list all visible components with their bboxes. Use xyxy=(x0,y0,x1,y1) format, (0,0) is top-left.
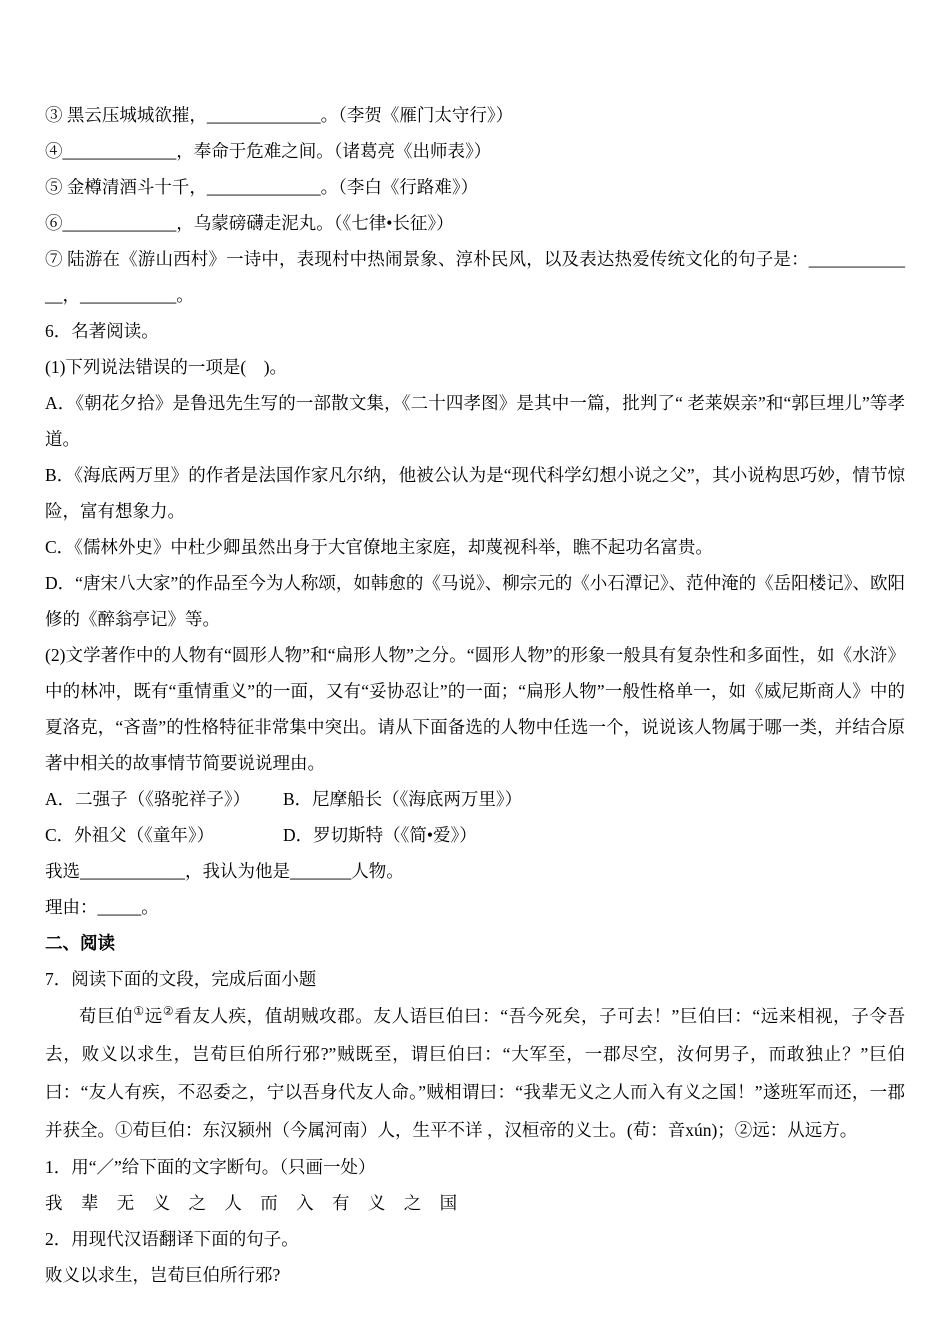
q6-part2-stem: (2)文学著作中的人物有“圆形人物”和“扁形人物”之分。“圆形人物”的形象一般具有复杂性和多面性，如《水浒》中的林冲，既有“重情重义”的一面，又有“妥协忍让”的一面；“扁形人物”一般性格单一，如《威尼斯商人》中的夏洛克，“吝啬”的性格特征非常集中突出。请从下面备选的人物中任选一个，说说该人物属于哪一类，并结合原著中相关的故事情节简要说说理由。 xyxy=(45,645,905,773)
fill-blank-item-5: ⑤ 金樽清酒斗十千，_____________。（李白《行路难》） xyxy=(45,177,479,197)
passage-text: 远 xyxy=(144,1006,163,1026)
passage-text: 看友人疾，值胡贼攻郡。友人语巨伯曰：“吾今死矣，子可去！”巨伯曰：“远来相视，子令吾去，败义以求生，岂荀巨伯所行邪?”贼既至，谓巨伯曰：“大军至，一郡尽空，汝何男子，而敢独止？”巨伯曰：“友人有疾，不忍委之，宁以吾身代友人命。”贼相谓曰：“我辈无义之人而入有义之国！”遂班军而还，一郡并获全。①荀巨伯：东汉颍州（今属河南）人，生平不详 ，汉桓帝的义士。(荀：音xún)；②远：从远方。 xyxy=(45,1006,906,1140)
fill-blank-item-7: ⑦ 陆游在《游山西村》一诗中，表现村中热闹景象、淳朴民风，以及表达热爱传统文化的句子是：_____________，___________。 xyxy=(45,249,905,305)
q6-part2-reason-line: 理由：_____。 xyxy=(45,897,159,917)
q6-part2-choice-b: B．尼摩船长（《海底两万里》） xyxy=(283,789,523,809)
fill-blank-item-4: ④_____________，奉命于危难之间。（诸葛亮《出师表》） xyxy=(45,141,492,161)
q6-part1-option-c: C．《儒林外史》中杜少卿虽然出身于大官僚地主家庭，却蔑视科举，瞧不起功名富贵。 xyxy=(45,537,713,557)
section-2-heading: 二、阅读 xyxy=(45,933,115,953)
q6-part2-choice-row-1 xyxy=(45,781,905,817)
q6-part2-answer-line: 我选____________，我认为他是_______人物。 xyxy=(45,861,404,881)
q7-sub-question-1: 1．用“／”给下面的文字断句。（只画一处） xyxy=(45,1157,376,1177)
q6-part2-choice-a: A．二强子（《骆驼祥子》） xyxy=(45,789,251,809)
question-6-title: 6．名著阅读。 xyxy=(45,321,159,341)
footnote-marker-2: ② xyxy=(162,1004,175,1019)
q7-classical-passage xyxy=(45,997,905,1149)
q6-part1-option-d: D．“唐宋八大家”的作品至今为人称颂，如韩愈的《马说》、柳宗元的《小石潭记》、范仲淹的《岳阳楼记》、欧阳修的《醉翁亭记》等。 xyxy=(45,573,905,629)
q6-part2-choice-c: C．外祖父（《童年》） xyxy=(45,825,215,845)
question-7-stem: 7．阅读下面的文段，完成后面小题 xyxy=(45,969,317,989)
q6-part1-option-b: B．《海底两万里》的作者是法国作家凡尔纳，他被公认为是“现代科学幻想小说之父”，其小说构思巧妙，情节惊险，富有想象力。 xyxy=(45,465,905,521)
q6-part2-choice-d: D．罗切斯特（《简•爱》） xyxy=(283,825,477,845)
q7-translation-sentence: 败义以求生，岂荀巨伯所行邪? xyxy=(45,1265,281,1285)
q7-sub-question-2: 2．用现代汉语翻译下面的句子。 xyxy=(45,1229,299,1249)
footnote-marker-1: ① xyxy=(133,1004,145,1019)
q7-segmentation-text: 我 辈 无 义 之 人 而 入 有 义 之 国 xyxy=(45,1193,465,1213)
q6-part2-choice-row-2 xyxy=(45,817,905,853)
q6-part1-stem: (1)下列说法错误的一项是( )。 xyxy=(45,357,288,377)
fill-blank-item-3: ③ 黑云压城城欲摧，_____________。（李贺《雁门太守行》） xyxy=(45,105,514,125)
q6-part1-option-a: A．《朝花夕拾》是鲁迅先生写的一部散文集，《二十四孝图》是其中一篇，批判了“ 老莱娱亲”和“郭巨埋儿”等孝道。 xyxy=(45,393,905,449)
fill-blank-item-6: ⑥_____________，乌蒙磅礴走泥丸。（《七律•长征》） xyxy=(45,213,454,233)
passage-text: 荀巨伯 xyxy=(79,1006,134,1026)
